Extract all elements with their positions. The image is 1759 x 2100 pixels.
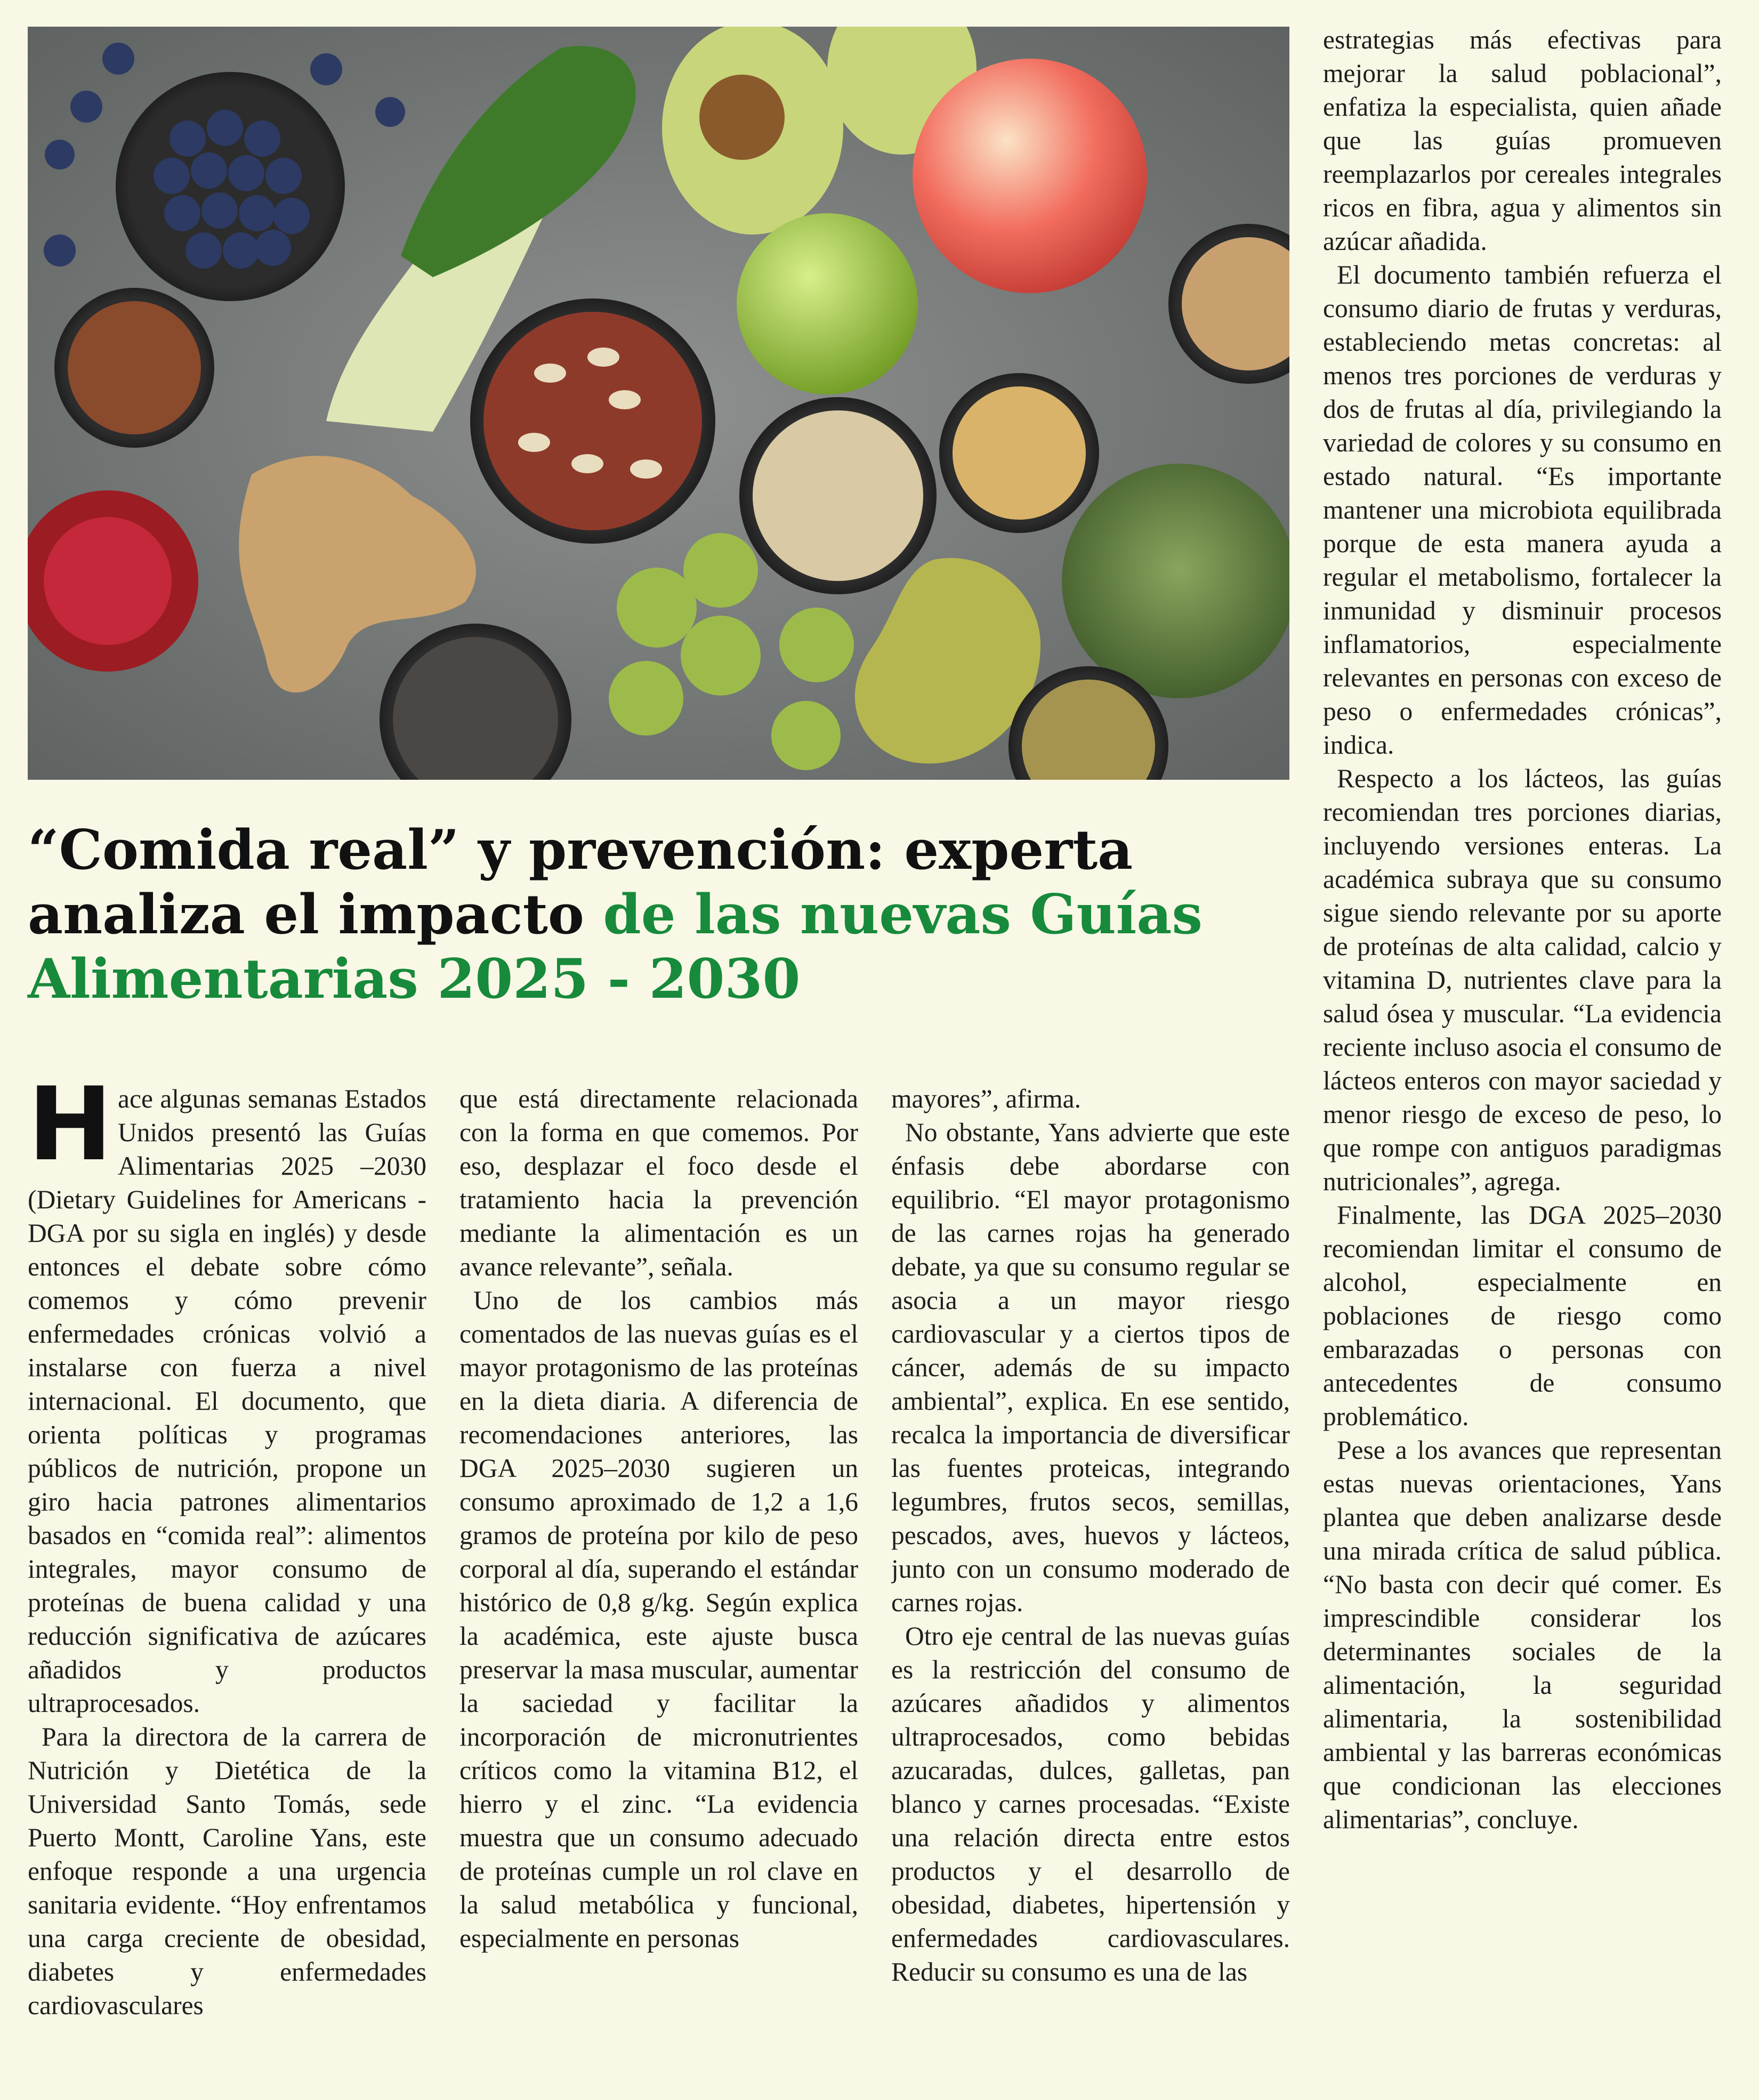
food-photo-image — [28, 27, 1289, 780]
article-paragraph-1 — [28, 1082, 426, 1720]
article-paragraph-3: Uno de los cambios más comentados de las nuevas guías es el mayor protagonismo de las proteínas en la dieta diaria. A diferencia de recomendaciones anteriores, las DGA 2025–2030 sugieren un consumo aproximado de 1,2 a 1,6 gramos de proteína por kilo de peso corporal al día, superando el estándar histórico de 0,8 g/kg. Según explica la académica, este ajuste busca preservar la masa muscular, aumentar la saciedad y facilitar la incorporación de micronutrientes críticos como la vitamina B12, el hierro y el zinc. “La evidencia muestra que un consumo adecuado de proteínas cumple un rol clave en la salud metabólica y funcional, especialmente en personas — [459, 1286, 858, 1953]
article-column-3 — [891, 1082, 1290, 2052]
article-paragraph-7: Respecto a los lácteos, las guías recomiendan tres porciones diarias, incluyendo versiones enteras. La académica subraya que su consumo sigue siendo relevante por su aporte de proteínas de alta calidad, calcio y vitamina D, nutrientes clave para la salud ósea y muscular. “La evidencia reciente incluso asocia el consumo de lácteos enteros con mayor saciedad y menor riesgo de exceso de peso, lo que rompe con antiguos paradigmas nutricionales”, agrega. — [1323, 764, 1722, 1196]
article-paragraph-6: El documento también refuerza el consumo diario de frutas y verduras, estableciendo metas concretas: al menos tres porciones de verduras y dos de frutas al día, privilegiando la variedad de colores y su consumo en estado natural. “Es importante mantener una microbiota equilibrada porque de esta manera ayuda a regular el metabolismo, fortalecer la inmunidad y disminuir procesos inflamatorios, especialmente relevantes en personas con exceso de peso o enfermedades crónicas”, indica. — [1323, 260, 1722, 760]
article-paragraph-9: Pese a los avances que representan estas nuevas orientaciones, Yans plantea que deben analizarse desde una mirada crítica de salud pública. “No basta con decir qué comer. Es imprescindible considerar los determinantes sociales de la alimentación, la seguridad alimentaria, la sostenibilidad ambiental y las barreras económicas que condicionan las elecciones alimentarias”, concluye. — [1323, 1435, 1722, 1834]
headline — [28, 818, 1289, 1012]
article-paragraph-5: Otro eje central de las nuevas guías es la restricción del consumo de azúcares añadidos y alimentos ultraprocesados, como bebidas azucaradas, dulces, galletas, pan blanco y carnes procesadas. “Existe una relación directa entre estos productos y el desarrollo de obesidad, diabetes, hipertensión y enfermedades cardiovasculares. Reducir su consumo es una de las — [891, 1621, 1290, 1986]
article-paragraph-4: No obstante, Yans advierte que este énfasis debe abordarse con equilibrio. “El mayor protagonismo de las carnes rojas ha generado debate, ya que su consumo regular se asocia a un mayor riesgo cardiovascular y a ciertos tipos de cáncer, además de su impacto ambiental”, explica. En ese sentido, recalca la importancia de diversificar las fuentes proteicas, integrando legumbres, frutos secos, semillas, pescados, aves, huevos y lácteos, junto con un consumo moderado de carnes rojas. — [891, 1118, 1290, 1617]
paragraph-1-text: ace algunas semanas Estados Unidos presentó las Guías Alimentarias 2025 –2030 (Dietary Guidelines for Americans - DGA por su sigla en inglés) y desde entonces el debate sobre cómo comemos y cómo prevenir enfermedades crónicas volvió a instalarse con fuerza a nivel internacional. El documento, que orienta políticas y programas públicos de nutrición, propone un giro hacia patrones alimentarios basados en “comida real”: alimentos integrales, mayor consumo de proteínas de buena calidad y una reducción significativa de azúcares añadidos y productos ultraprocesados. — [28, 1084, 426, 1718]
article-paragraph-2-continued: que está directamente relacionada con la forma en que comemos. Por eso, desplazar el foco desde el tratamiento hacia la prevención mediante la alimentación es un avance relevante”, señala. — [459, 1084, 858, 1281]
headline-part-green: de las nuevas Guías Alimentarias 2025 - 2030 — [28, 883, 1203, 1011]
article-paragraph-2: Para la directora de la carrera de Nutrición y Dietética de la Universidad Santo Tomás, sede Puerto Montt, Caroline Yans, este enfoque responde a una urgencia sanitaria evidente. “Hoy enfrentamos una carga creciente de obesidad, diabetes y enfermedades cardiovasculares — [28, 1722, 426, 2020]
article-paragraph-8: Finalmente, las DGA 2025–2030 recomiendan limitar el consumo de alcohol, especialmente en poblaciones de riesgo como embarazadas o personas con antecedentes de consumo problemático. — [1323, 1200, 1722, 1431]
food-illustration — [28, 27, 1289, 780]
headline-part-black: “Comida real” y prevención: experta analiza el impacto — [28, 818, 1133, 947]
article-column-4 — [1323, 23, 1722, 2070]
drop-cap: H — [28, 1082, 113, 1183]
article-paragraph-3-continued: mayores”, afirma. — [891, 1084, 1081, 1113]
article-column-2 — [459, 1082, 858, 2052]
article-paragraph-5-continued: estrategias más efectivas para mejorar la salud poblacional”, enfatiza la especialista, quien añade que las guías promueven reemplazarlos por cereales integrales ricos en fibra, agua y alimentos sin azúcar añadida. — [1323, 25, 1722, 256]
article-column-1 — [28, 1082, 426, 2052]
